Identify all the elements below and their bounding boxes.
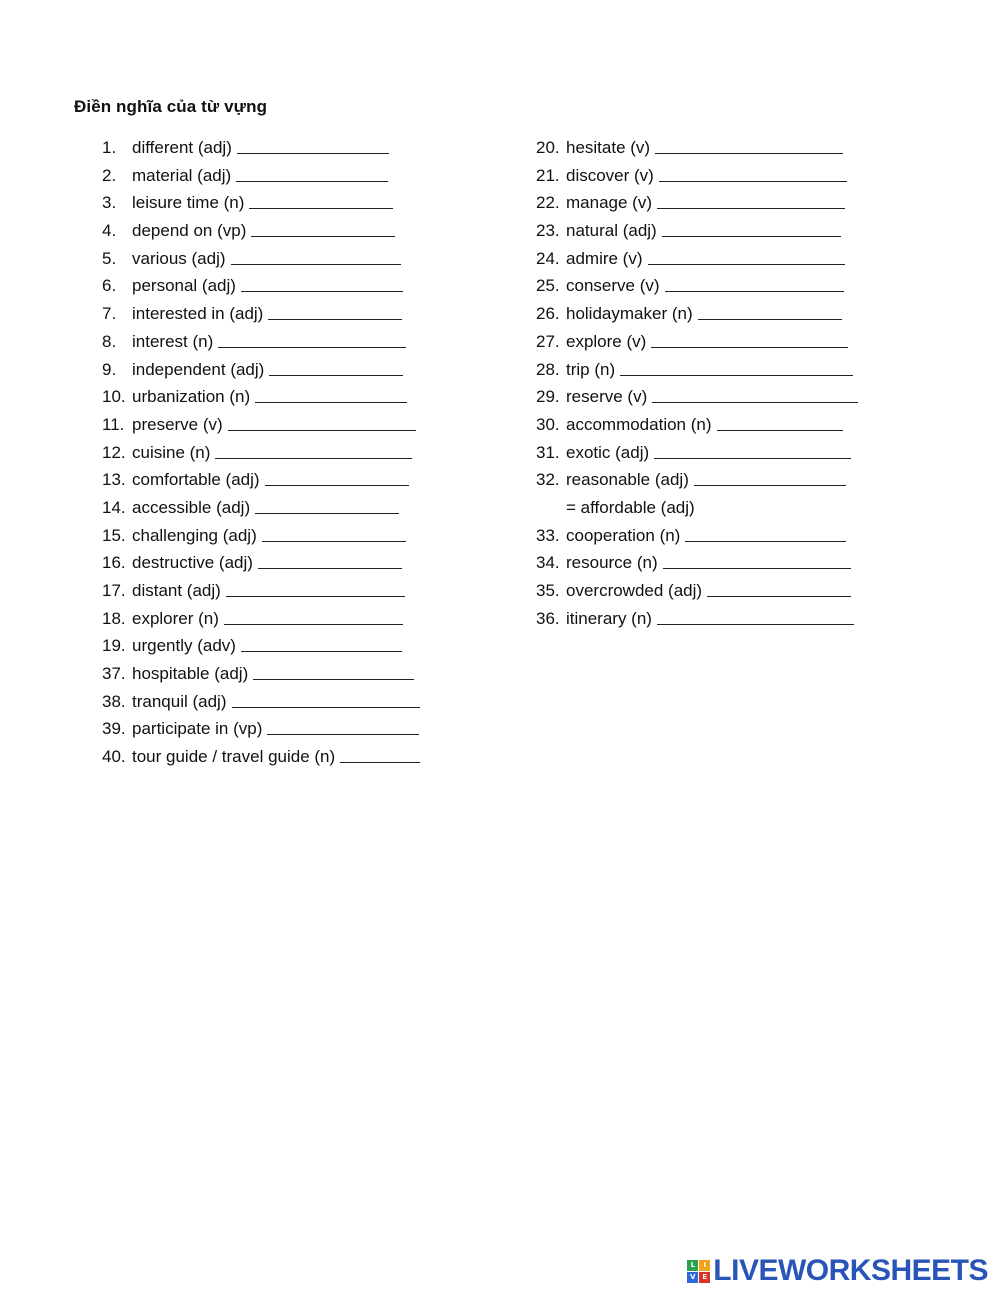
item-number: 19. bbox=[102, 636, 126, 656]
vocab-term: tranquil (adj) bbox=[132, 691, 227, 711]
vocab-item bbox=[536, 581, 858, 609]
vocab-item bbox=[102, 332, 420, 360]
vocab-item bbox=[102, 415, 420, 443]
item-number: 22. bbox=[536, 193, 560, 213]
liveworksheets-logo bbox=[687, 1254, 988, 1288]
vocab-item bbox=[102, 166, 420, 194]
vocab-item bbox=[102, 553, 420, 581]
answer-blank[interactable] bbox=[253, 665, 414, 680]
vocab-term: explorer (n) bbox=[132, 608, 219, 628]
answer-blank[interactable] bbox=[655, 139, 843, 154]
item-number: 35. bbox=[536, 581, 560, 600]
vocab-term: comfortable (adj) bbox=[132, 470, 260, 490]
vocab-term: resource (n) bbox=[566, 553, 658, 573]
vocab-term: leisure time (n) bbox=[132, 193, 245, 213]
answer-blank[interactable] bbox=[265, 471, 409, 486]
vocab-term: hesitate (v) bbox=[566, 138, 651, 157]
item-number: 24. bbox=[536, 248, 560, 268]
vocab-term: holidaymaker (n) bbox=[566, 304, 693, 324]
answer-blank[interactable] bbox=[657, 194, 845, 209]
answer-blank[interactable] bbox=[269, 361, 403, 376]
vocab-item bbox=[102, 443, 420, 471]
vocab-term: tour guide / travel guide (n) bbox=[132, 747, 336, 767]
item-number: 13. bbox=[102, 470, 126, 490]
vocab-item bbox=[102, 692, 420, 720]
answer-blank[interactable] bbox=[255, 499, 399, 514]
page-title: Điền nghĩa của từ vựng bbox=[74, 97, 268, 116]
item-number: 26. bbox=[536, 304, 560, 324]
vocab-item bbox=[536, 553, 858, 581]
vocab-item bbox=[536, 221, 858, 249]
vocab-term: different (adj) bbox=[132, 138, 232, 157]
vocab-term: explore (v) bbox=[566, 331, 647, 351]
vocab-item bbox=[536, 415, 858, 443]
answer-blank[interactable] bbox=[340, 748, 420, 763]
answer-blank[interactable] bbox=[652, 388, 858, 403]
vocab-term: interest (n) bbox=[132, 331, 214, 351]
vocab-term: reserve (v) bbox=[566, 387, 648, 407]
vocab-term: challenging (adj) bbox=[132, 525, 257, 545]
vocab-item bbox=[102, 526, 420, 554]
answer-blank[interactable] bbox=[268, 305, 402, 320]
answer-blank[interactable] bbox=[685, 527, 846, 542]
vocab-term: participate in (vp) bbox=[132, 719, 263, 739]
vocab-item bbox=[536, 193, 858, 221]
logo-grid-icon bbox=[687, 1260, 710, 1283]
vocab-item bbox=[536, 609, 858, 637]
item-number: 36. bbox=[536, 608, 560, 628]
vocab-term: admire (v) bbox=[566, 248, 643, 268]
vocab-term: trip (n) bbox=[566, 359, 616, 379]
answer-blank[interactable] bbox=[258, 554, 402, 569]
item-number: 10. bbox=[102, 387, 126, 407]
item-number: 29. bbox=[536, 387, 560, 407]
vocab-item bbox=[102, 498, 420, 526]
item-number: 1. bbox=[102, 138, 117, 157]
answer-blank[interactable] bbox=[255, 388, 407, 403]
vocab-term: interested in (adj) bbox=[132, 304, 264, 324]
answer-blank[interactable] bbox=[707, 582, 851, 597]
vocab-term: urbanization (n) bbox=[132, 387, 251, 407]
answer-blank[interactable] bbox=[694, 471, 846, 486]
vocab-item bbox=[102, 470, 420, 498]
answer-blank[interactable] bbox=[241, 637, 402, 652]
vocab-term: overcrowded (adj) bbox=[566, 581, 703, 600]
vocab-item bbox=[102, 221, 420, 249]
vocab-item bbox=[536, 332, 858, 360]
answer-blank[interactable] bbox=[215, 444, 412, 459]
item-number: 7. bbox=[102, 304, 117, 324]
vocab-term: various (adj) bbox=[132, 248, 226, 268]
item-number: 11. bbox=[102, 414, 125, 434]
item-number: 12. bbox=[102, 442, 126, 462]
item-number: 38. bbox=[102, 691, 126, 711]
vocab-term: discover (v) bbox=[566, 165, 654, 185]
item-number: 25. bbox=[536, 276, 560, 296]
item-number: 15. bbox=[102, 525, 126, 545]
vocab-item bbox=[536, 443, 858, 471]
item-number: 18. bbox=[102, 608, 126, 628]
item-number: 33. bbox=[536, 525, 560, 545]
right-column bbox=[536, 138, 858, 636]
answer-blank[interactable] bbox=[267, 720, 419, 735]
vocab-item bbox=[102, 138, 420, 166]
vocab-term: destructive (adj) bbox=[132, 553, 253, 573]
item-number: 3. bbox=[102, 193, 117, 213]
item-number: 28. bbox=[536, 359, 560, 379]
vocab-term: depend on (vp) bbox=[132, 221, 247, 241]
vocab-term: reasonable (adj) bbox=[566, 470, 689, 490]
vocab-term: accessible (adj) bbox=[132, 497, 251, 517]
vocab-term: exotic (adj) bbox=[566, 442, 650, 462]
vocab-item bbox=[102, 360, 420, 388]
vocab-item bbox=[102, 636, 420, 664]
item-number: 21. bbox=[536, 165, 560, 185]
vocab-item bbox=[536, 526, 858, 554]
answer-blank[interactable] bbox=[654, 444, 851, 459]
vocab-term: independent (adj) bbox=[132, 359, 265, 379]
answer-blank[interactable] bbox=[231, 250, 401, 265]
item-number: 40. bbox=[102, 747, 126, 767]
answer-blank[interactable] bbox=[232, 693, 420, 708]
vocab-term: manage (v) bbox=[566, 193, 652, 213]
item-number: 27. bbox=[536, 331, 560, 351]
vocab-item bbox=[102, 387, 420, 415]
vocab-term: accommodation (n) bbox=[566, 414, 712, 434]
answer-blank[interactable] bbox=[218, 333, 406, 348]
vocab-item bbox=[102, 249, 420, 277]
vocab-term: itinerary (n) bbox=[566, 608, 652, 628]
vocab-item bbox=[102, 664, 420, 692]
answer-blank[interactable] bbox=[249, 194, 393, 209]
vocab-term: material (adj) bbox=[132, 165, 232, 185]
logo-grid-cell: E bbox=[699, 1272, 710, 1283]
item-number: 5. bbox=[102, 248, 117, 268]
item-number: 37. bbox=[102, 664, 126, 684]
vocab-item bbox=[536, 387, 858, 415]
item-number: 32. bbox=[536, 470, 560, 490]
item-number: 17. bbox=[102, 581, 126, 600]
item-number: 34. bbox=[536, 553, 560, 573]
answer-blank[interactable] bbox=[237, 139, 389, 154]
answer-blank[interactable] bbox=[228, 416, 416, 431]
left-column bbox=[102, 138, 420, 775]
answer-blank[interactable] bbox=[620, 361, 853, 376]
answer-blank[interactable] bbox=[262, 527, 406, 542]
item-number: 16. bbox=[102, 553, 126, 573]
item-number: 4. bbox=[102, 221, 117, 241]
vocab-item bbox=[102, 581, 420, 609]
logo-text: LIVEWORKSHEETS bbox=[713, 1254, 988, 1287]
item-number: 9. bbox=[102, 359, 117, 379]
answer-blank[interactable] bbox=[717, 416, 843, 431]
vocab-term: = affordable (adj) bbox=[566, 497, 695, 517]
item-number: 23. bbox=[536, 221, 560, 241]
vocab-item bbox=[536, 470, 858, 498]
vocab-item bbox=[102, 276, 420, 304]
logo-grid-cell: L bbox=[687, 1260, 698, 1271]
answer-blank[interactable] bbox=[663, 554, 851, 569]
answer-blank[interactable] bbox=[659, 167, 847, 182]
item-number: 20. bbox=[536, 138, 560, 157]
vocab-term: personal (adj) bbox=[132, 276, 236, 296]
answer-blank[interactable] bbox=[226, 582, 405, 597]
logo-grid-cell: I bbox=[699, 1260, 710, 1271]
vocab-term: cuisine (n) bbox=[132, 442, 211, 462]
vocab-item bbox=[102, 304, 420, 332]
answer-blank[interactable] bbox=[665, 277, 844, 292]
vocab-item bbox=[536, 276, 858, 304]
vocab-item bbox=[102, 719, 420, 747]
item-number: 14. bbox=[102, 497, 126, 517]
vocab-term: urgently (adv) bbox=[132, 636, 236, 656]
vocab-item bbox=[536, 249, 858, 277]
answer-blank[interactable] bbox=[236, 167, 388, 182]
logo-grid-cell: V bbox=[687, 1272, 698, 1283]
vocab-term: cooperation (n) bbox=[566, 525, 681, 545]
answer-blank[interactable] bbox=[251, 222, 395, 237]
item-number: 6. bbox=[102, 276, 117, 296]
vocab-term: hospitable (adj) bbox=[132, 664, 249, 684]
vocab-term: natural (adj) bbox=[566, 221, 657, 241]
vocab-item bbox=[536, 138, 858, 166]
item-number: 8. bbox=[102, 331, 117, 351]
item-number: 39. bbox=[102, 719, 126, 739]
vocab-term: preserve (v) bbox=[132, 414, 223, 434]
answer-blank[interactable] bbox=[651, 333, 848, 348]
answer-blank[interactable] bbox=[698, 305, 842, 320]
vocab-item bbox=[102, 193, 420, 221]
vocab-item bbox=[536, 166, 858, 194]
vocab-item bbox=[536, 360, 858, 388]
vocab-term: conserve (v) bbox=[566, 276, 660, 296]
vocab-item bbox=[102, 747, 420, 775]
answer-blank[interactable] bbox=[241, 277, 403, 292]
answer-blank[interactable] bbox=[224, 610, 403, 625]
item-number: 30. bbox=[536, 414, 560, 434]
item-number: 2. bbox=[102, 165, 117, 185]
vocab-item bbox=[102, 609, 420, 637]
answer-blank[interactable] bbox=[662, 222, 841, 237]
item-number: 31. bbox=[536, 442, 560, 462]
answer-blank[interactable] bbox=[648, 250, 845, 265]
vocab-item-continuation bbox=[536, 498, 858, 526]
vocab-term: distant (adj) bbox=[132, 581, 221, 600]
vocab-item bbox=[536, 304, 858, 332]
answer-blank[interactable] bbox=[657, 610, 854, 625]
